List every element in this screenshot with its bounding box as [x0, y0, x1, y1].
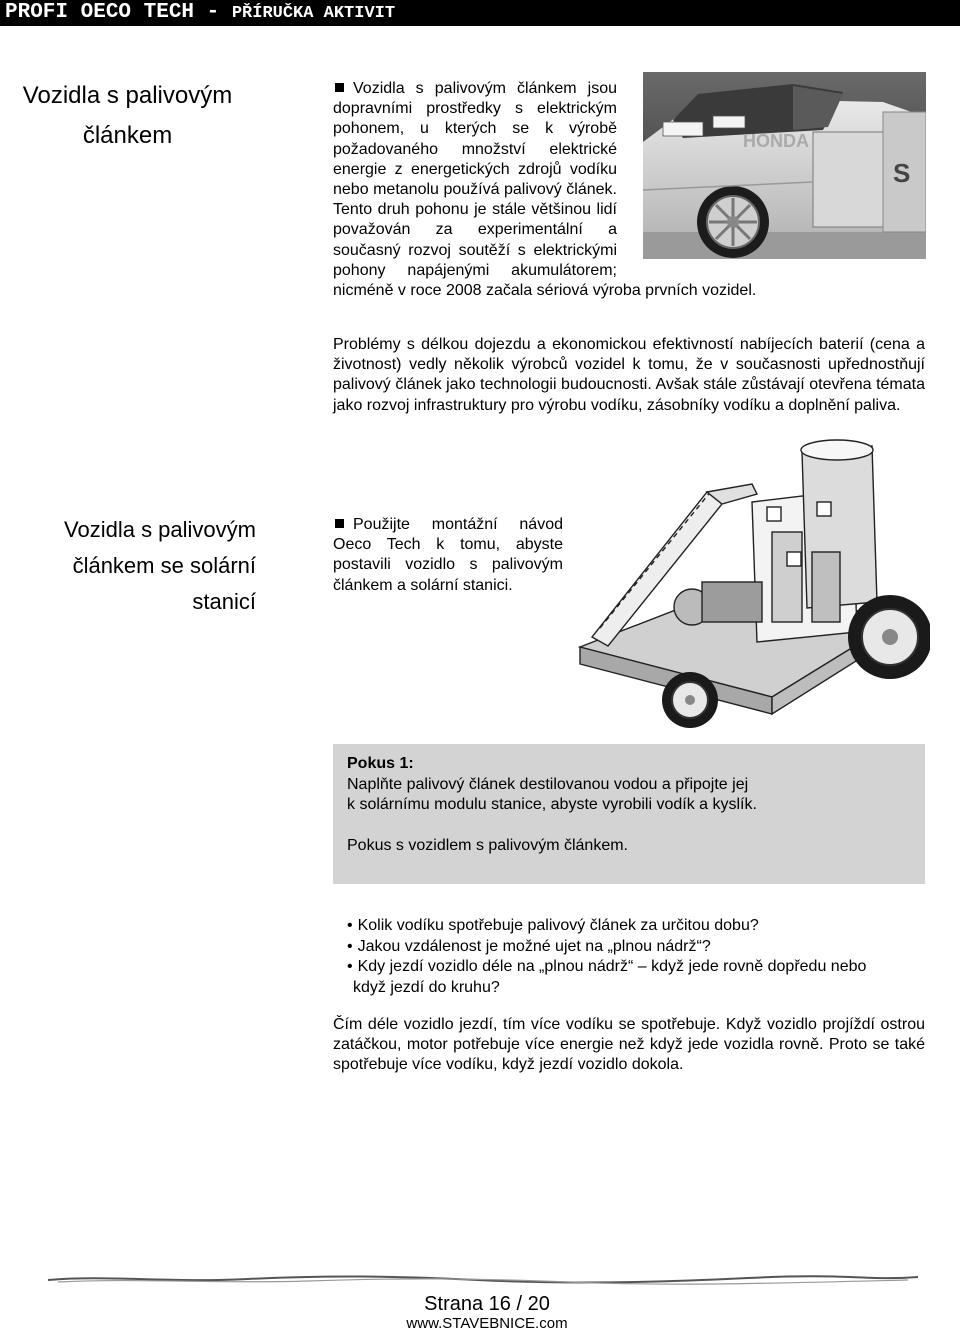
- section2-heading-line2: článkem se solární: [72, 553, 256, 578]
- experiment-line1: Naplňte palivový článek destilovanou vodou a připojte jej: [347, 775, 749, 793]
- footer-divider: [48, 1271, 918, 1287]
- square-bullet-icon: [335, 83, 344, 92]
- construction-kit-vehicle-illustration: [572, 432, 930, 732]
- section2-heading: [20, 512, 256, 620]
- question-continuation: když jezdí do kruhu?: [353, 978, 500, 996]
- header-separator: -: [194, 1, 232, 24]
- header-title: PROFI OECO TECH: [5, 1, 195, 24]
- svg-text:S: S: [893, 158, 911, 188]
- section2-heading-line1: Vozidla s palivovým: [64, 517, 256, 542]
- section1-heading: [20, 76, 235, 156]
- header-subtitle: PŘÍRUČKA AKTIVIT: [231, 4, 396, 23]
- experiment-line3: Pokus s vozidlem s palivovým článkem.: [347, 836, 628, 854]
- fuel-cell-car-photo: [643, 72, 926, 259]
- section1-heading-line1: Vozidla s palivovým: [22, 82, 233, 109]
- conclusion-paragraph: Čím déle vozidlo jezdí, tím více vodíku se spotřebuje. Když vozidlo projíždí ostrou zatáčkou, motor potřebuje více energie než když jede vozidla rovně. Proto se také spotřebuje více vodíku, když jezdí vozidlo dokola.: [333, 1016, 925, 1074]
- website-link[interactable]: www.STAVEBNICE.com: [406, 1315, 568, 1332]
- question-text: Jakou vzdálenost je možné ujet na „plnou nádrž“?: [357, 937, 711, 955]
- experiment-box: [333, 744, 925, 884]
- section1-heading-line2: článkem: [82, 122, 173, 149]
- bullet-icon: •: [347, 958, 353, 975]
- svg-text:HONDA: HONDA: [743, 131, 809, 151]
- section2-heading-line3: stanicí: [192, 589, 256, 614]
- bullet-icon: •: [347, 937, 353, 955]
- experiment-title: Pokus 1:: [347, 755, 414, 772]
- bullet-icon: •: [347, 917, 353, 934]
- question-list: [347, 916, 937, 998]
- page-number: Strana 16 / 20: [424, 1293, 550, 1315]
- section2-instruction: [333, 515, 563, 596]
- question-text: Kolik vodíku spotřebuje palivový článek za určitou dobu?: [357, 917, 759, 934]
- instruction-text: Použijte montážní návod Oeco Tech k tomu, abyste postavili vozidlo s palivovým článkem a solární stanici.: [333, 516, 563, 594]
- square-bullet-icon: [335, 519, 344, 528]
- section1-paragraph2: Problémy s délkou dojezdu a ekonomickou efektivností nabíjecích baterií (cena a životnost) vedly několik výrobců vozidel k tomu, že v současnosti upřednostňují palivový článek jako technologii budoucnosti. Avšak stále zůstávají otevřena témata jako rozvoj infrastruktury pro výrobu vodíku, zásobníky vodíku a doplnění paliva.: [333, 336, 925, 414]
- experiment-line2: k solárnímu modulu stanice, abyste vyrobili vodík a kyslík.: [347, 796, 757, 813]
- list-item: [347, 937, 937, 958]
- list-item: [347, 916, 937, 937]
- question-text: Kdy jezdí vozidlo déle na „plnou nádrž“ – když jede rovně dopředu nebo: [357, 958, 867, 975]
- page-header: [0, 0, 960, 26]
- list-item: [347, 957, 937, 998]
- paragraph1-text: Vozidla s palivovým článkem jsou dopravními prostředky s elektrickým pohonem, u kterých se k výrobě požadovaného množství elektrické energie z energetických zdrojů vodíku nebo metanolu používá palivový článek. Tento druh pohonu je stále většinou lidí považován za experimentální a současný rozvoj soutěží s elektrickými pohony napájenými akumulátorem; nicméně v roce 2008 začala sériová výroba prvních vozidel.: [333, 80, 757, 300]
